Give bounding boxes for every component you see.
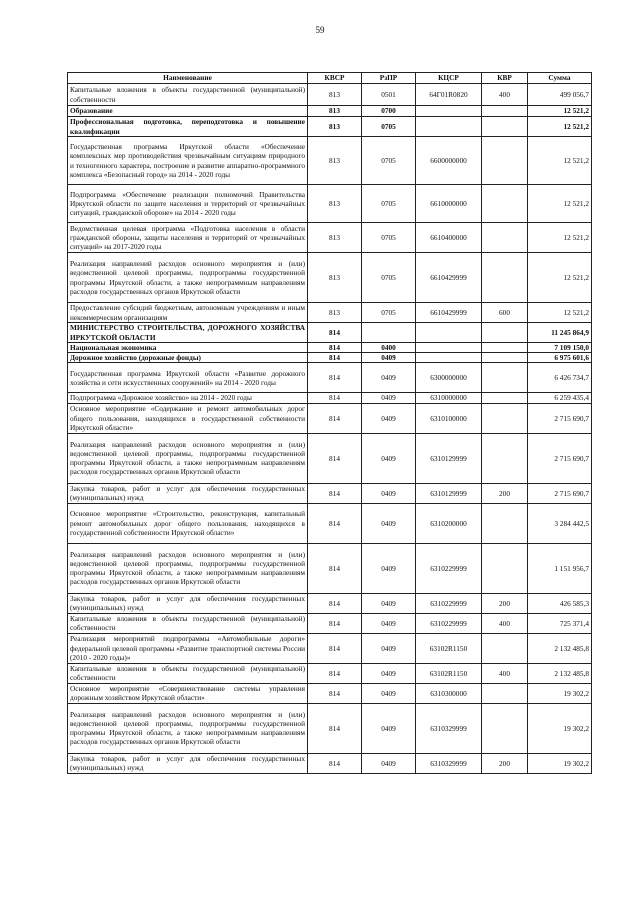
cell-kvsr: 814 [308,323,362,343]
cell-rzpr: 0705 [362,117,416,137]
cell-sum: 12 521,2 [528,223,592,253]
cell-kcsr: 63102R1150 [416,633,482,663]
cell-kcsr: 6310229999 [416,613,482,633]
cell-kvr: 400 [482,663,528,683]
table-row [68,106,592,117]
cell-name: Реализация направлений расходов основного мероприятия и (или) ведомственной целевой программы, подпрограммы государственной программы Иркутской области, а также непрограммным направлениям расходов государственных органов Иркутской области [68,433,308,483]
cell-kvr [482,393,528,403]
cell-kvr [482,683,528,703]
cell-kcsr [416,106,482,117]
cell-sum: 7 109 150,0 [528,343,592,353]
table-row [68,433,592,483]
budget-table [67,72,592,774]
cell-rzpr: 0400 [362,343,416,353]
cell-kvsr: 814 [308,593,362,613]
cell-kvr [482,503,528,543]
cell-rzpr: 0409 [362,683,416,703]
table-row [68,363,592,393]
cell-name: Реализация направлений расходов основного мероприятия и (или) ведомственной целевой программы, подпрограммы государственной программы Иркутской области, а также непрограммным направлениям расходов государственных органов Иркутской области [68,543,308,593]
cell-sum: 1 151 956,7 [528,543,592,593]
cell-rzpr: 0409 [362,353,416,363]
cell-kcsr: 6610400000 [416,223,482,253]
table-row [68,223,592,253]
cell-name: Предоставление субсидий бюджетным, автономным учреждениям и иным некоммерческим организациям [68,303,308,323]
cell-sum: 426 585,3 [528,593,592,613]
cell-sum: 2 132 485,8 [528,663,592,683]
cell-kvsr: 814 [308,393,362,403]
cell-kcsr: 6310129999 [416,433,482,483]
cell-kcsr: 6310300000 [416,683,482,703]
cell-kcsr: 6610429999 [416,253,482,303]
cell-rzpr: 0409 [362,613,416,633]
cell-sum: 12 521,2 [528,303,592,323]
cell-kvsr: 813 [308,303,362,323]
cell-kvsr: 814 [308,403,362,433]
table-row [68,137,592,185]
cell-kcsr: 6310229999 [416,593,482,613]
cell-name: Реализация направлений расходов основного мероприятия и (или) ведомственной целевой программы, подпрограммы государственной программы Иркутской области, а также непрограммным направлениям расходов государственных органов Иркутской области [68,253,308,303]
cell-sum: 19 302,2 [528,753,592,773]
cell-sum: 6 259 435,4 [528,393,592,403]
cell-rzpr: 0501 [362,84,416,106]
cell-kvsr: 814 [308,753,362,773]
cell-rzpr: 0409 [362,593,416,613]
cell-rzpr: 0409 [362,393,416,403]
col-header-sum: Сумма [528,73,592,84]
table-row [68,323,592,343]
cell-sum: 11 245 864,9 [528,323,592,343]
cell-kcsr: 6310200000 [416,503,482,543]
table-row [68,753,592,773]
cell-sum: 6 975 601,6 [528,353,592,363]
cell-kvr [482,633,528,663]
cell-sum: 19 302,2 [528,683,592,703]
cell-sum: 2 715 690,7 [528,483,592,503]
table-row [68,253,592,303]
table-row [68,503,592,543]
cell-kvr [482,137,528,185]
cell-kvr [482,223,528,253]
table-row [68,663,592,683]
cell-rzpr: 0705 [362,303,416,323]
cell-sum: 12 521,2 [528,185,592,223]
cell-rzpr: 0409 [362,403,416,433]
cell-kvr: 200 [482,593,528,613]
cell-kvr: 400 [482,84,528,106]
cell-sum: 3 284 442,5 [528,503,592,543]
cell-rzpr: 0705 [362,223,416,253]
cell-kvr [482,543,528,593]
cell-name: Капитальные вложения в объекты государственной (муниципальной) собственности [68,84,308,106]
table-row [68,393,592,403]
table-row [68,593,592,613]
cell-kvsr: 813 [308,84,362,106]
cell-name: Закупка товаров, работ и услуг для обеспечения государственных (муниципальных) нужд [68,593,308,613]
cell-kvr [482,253,528,303]
cell-rzpr: 0705 [362,137,416,185]
cell-kcsr: 63102R1150 [416,663,482,683]
cell-kvr [482,185,528,223]
cell-sum: 2 715 690,7 [528,403,592,433]
table-row [68,303,592,323]
cell-kvr: 400 [482,613,528,633]
table-row [68,543,592,593]
cell-name: Капитальные вложения в объекты государственной (муниципальной) собственности [68,663,308,683]
cell-name: Основное мероприятие «Содержание и ремонт автомобильных дорог общего пользования, находящихся в государственной собственности Иркутской области» [68,403,308,433]
cell-kcsr: 6310100000 [416,403,482,433]
cell-rzpr: 0700 [362,106,416,117]
cell-kvr [482,343,528,353]
cell-kvsr: 814 [308,353,362,363]
cell-kcsr: 6610429999 [416,303,482,323]
cell-sum: 19 302,2 [528,703,592,753]
cell-name: МИНИСТЕРСТВО СТРОИТЕЛЬСТВА, ДОРОЖНОГО ХОЗЯЙСТВА ИРКУТСКОЙ ОБЛАСТИ [68,323,308,343]
cell-kvr [482,703,528,753]
cell-rzpr [362,323,416,343]
col-header-rzpr: РзПР [362,73,416,84]
cell-sum: 725 371,4 [528,613,592,633]
cell-kvsr: 814 [308,613,362,633]
cell-name: Профессиональная подготовка, переподготовка и повышение квалификации [68,117,308,137]
table-row [68,483,592,503]
table-row [68,403,592,433]
cell-kvr [482,106,528,117]
table-row [68,343,592,353]
cell-name: Подпрограмма «Дорожное хозяйство» на 2014 - 2020 годы [68,393,308,403]
cell-kvsr: 814 [308,483,362,503]
cell-kcsr [416,117,482,137]
cell-kvsr: 814 [308,683,362,703]
col-header-kvr: КВР [482,73,528,84]
cell-name: Реализация мероприятий подпрограммы «Автомобильные дороги» федеральной целевой программы «Развитие транспортной системы России (2010 - 2020 годы)» [68,633,308,663]
cell-name: Государственная программа Иркутской области «Обеспечение комплексных мер противодействия чрезвычайным ситуациям природного и техногенного характера, построение и развитие аппаратно-программного комплекса «Безопасный город» на 2014 - 2020 годы [68,137,308,185]
cell-kvr: 600 [482,303,528,323]
cell-kcsr [416,343,482,353]
cell-kcsr: 6310000000 [416,393,482,403]
cell-kvsr: 814 [308,363,362,393]
cell-kvsr: 813 [308,137,362,185]
cell-kvsr: 814 [308,663,362,683]
cell-kvsr: 814 [308,503,362,543]
cell-sum: 12 521,2 [528,253,592,303]
cell-rzpr: 0409 [362,503,416,543]
cell-rzpr: 0409 [362,703,416,753]
cell-name: Основное мероприятие «Совершенствование системы управления дорожным хозяйством Иркутской области» [68,683,308,703]
cell-name: Закупка товаров, работ и услуг для обеспечения государственных (муниципальных) нужд [68,483,308,503]
cell-kcsr: 6310329999 [416,753,482,773]
cell-rzpr: 0409 [362,363,416,393]
cell-kcsr: 6300000000 [416,363,482,393]
cell-kcsr [416,353,482,363]
cell-name: Реализация направлений расходов основного мероприятия и (или) ведомственной целевой программы, подпрограммы государственной программы Иркутской области, а также непрограммным направлениям расходов государственных органов Иркутской области [68,703,308,753]
table-row [68,683,592,703]
cell-kvr: 200 [482,753,528,773]
col-header-name: Наименование [68,73,308,84]
cell-kvsr: 813 [308,223,362,253]
cell-kvsr: 813 [308,185,362,223]
cell-kvr [482,403,528,433]
cell-kvsr: 814 [308,543,362,593]
cell-kcsr: 6600000000 [416,137,482,185]
cell-kvsr: 813 [308,106,362,117]
cell-name: Государственная программа Иркутской области «Развитие дорожного хозяйства и сети искусственных сооружений» на 2014 - 2020 годы [68,363,308,393]
cell-kcsr: 6310129999 [416,483,482,503]
cell-sum: 2 715 690,7 [528,433,592,483]
cell-sum: 12 521,2 [528,137,592,185]
cell-sum: 499 056,7 [528,84,592,106]
cell-rzpr: 0409 [362,633,416,663]
cell-sum: 12 521,2 [528,106,592,117]
cell-kvr [482,117,528,137]
cell-name: Ведомственная целевая программа «Подготовка населения в области гражданской обороны, защиты населения и территорий от чрезвычайных ситуаций» на 2017-2020 годы [68,223,308,253]
cell-name: Закупка товаров, работ и услуг для обеспечения государственных (муниципальных) нужд [68,753,308,773]
cell-kvr: 200 [482,483,528,503]
table-row [68,353,592,363]
cell-kvsr: 813 [308,117,362,137]
cell-name: Дорожное хозяйство (дорожные фонды) [68,353,308,363]
table-row [68,84,592,106]
col-header-kvsr: КВСР [308,73,362,84]
cell-kvsr: 813 [308,253,362,303]
table-row [68,703,592,753]
cell-kvsr: 814 [308,633,362,663]
table-row [68,185,592,223]
cell-kcsr: 6610000000 [416,185,482,223]
cell-rzpr: 0409 [362,753,416,773]
cell-name: Подпрограмма «Обеспечение реализации полномочий Правительства Иркутской области по защите населения и территорий от чрезвычайных ситуаций, гражданской обороне» на 2014 - 2020 годы [68,185,308,223]
cell-kcsr: 64Г01R0820 [416,84,482,106]
cell-rzpr: 0409 [362,433,416,483]
cell-kvsr: 814 [308,343,362,353]
cell-sum: 12 521,2 [528,117,592,137]
cell-kvr [482,363,528,393]
table-row [68,117,592,137]
cell-name: Капитальные вложения в объекты государственной (муниципальной) собственности [68,613,308,633]
cell-kvsr: 814 [308,433,362,483]
cell-kvr [482,353,528,363]
cell-name: Основное мероприятие «Строительство, реконструкция, капитальный ремонт автомобильных дорог общего пользования, находящихся в государственной собственности Иркутской области» [68,503,308,543]
cell-sum: 6 426 734,7 [528,363,592,393]
cell-name: Национальная экономика [68,343,308,353]
page-number: 59 [315,25,325,35]
cell-kcsr [416,323,482,343]
cell-kvsr: 814 [308,703,362,753]
cell-rzpr: 0409 [362,543,416,593]
cell-rzpr: 0409 [362,483,416,503]
table-row [68,633,592,663]
cell-kvr [482,323,528,343]
table-row [68,613,592,633]
cell-kcsr: 6310229999 [416,543,482,593]
cell-kvr [482,433,528,483]
cell-rzpr: 0409 [362,663,416,683]
cell-kcsr: 6310329999 [416,703,482,753]
cell-name: Образование [68,106,308,117]
cell-rzpr: 0705 [362,253,416,303]
col-header-kcsr: КЦСР [416,73,482,84]
cell-rzpr: 0705 [362,185,416,223]
table-header-row [68,73,592,84]
cell-sum: 2 132 485,8 [528,633,592,663]
